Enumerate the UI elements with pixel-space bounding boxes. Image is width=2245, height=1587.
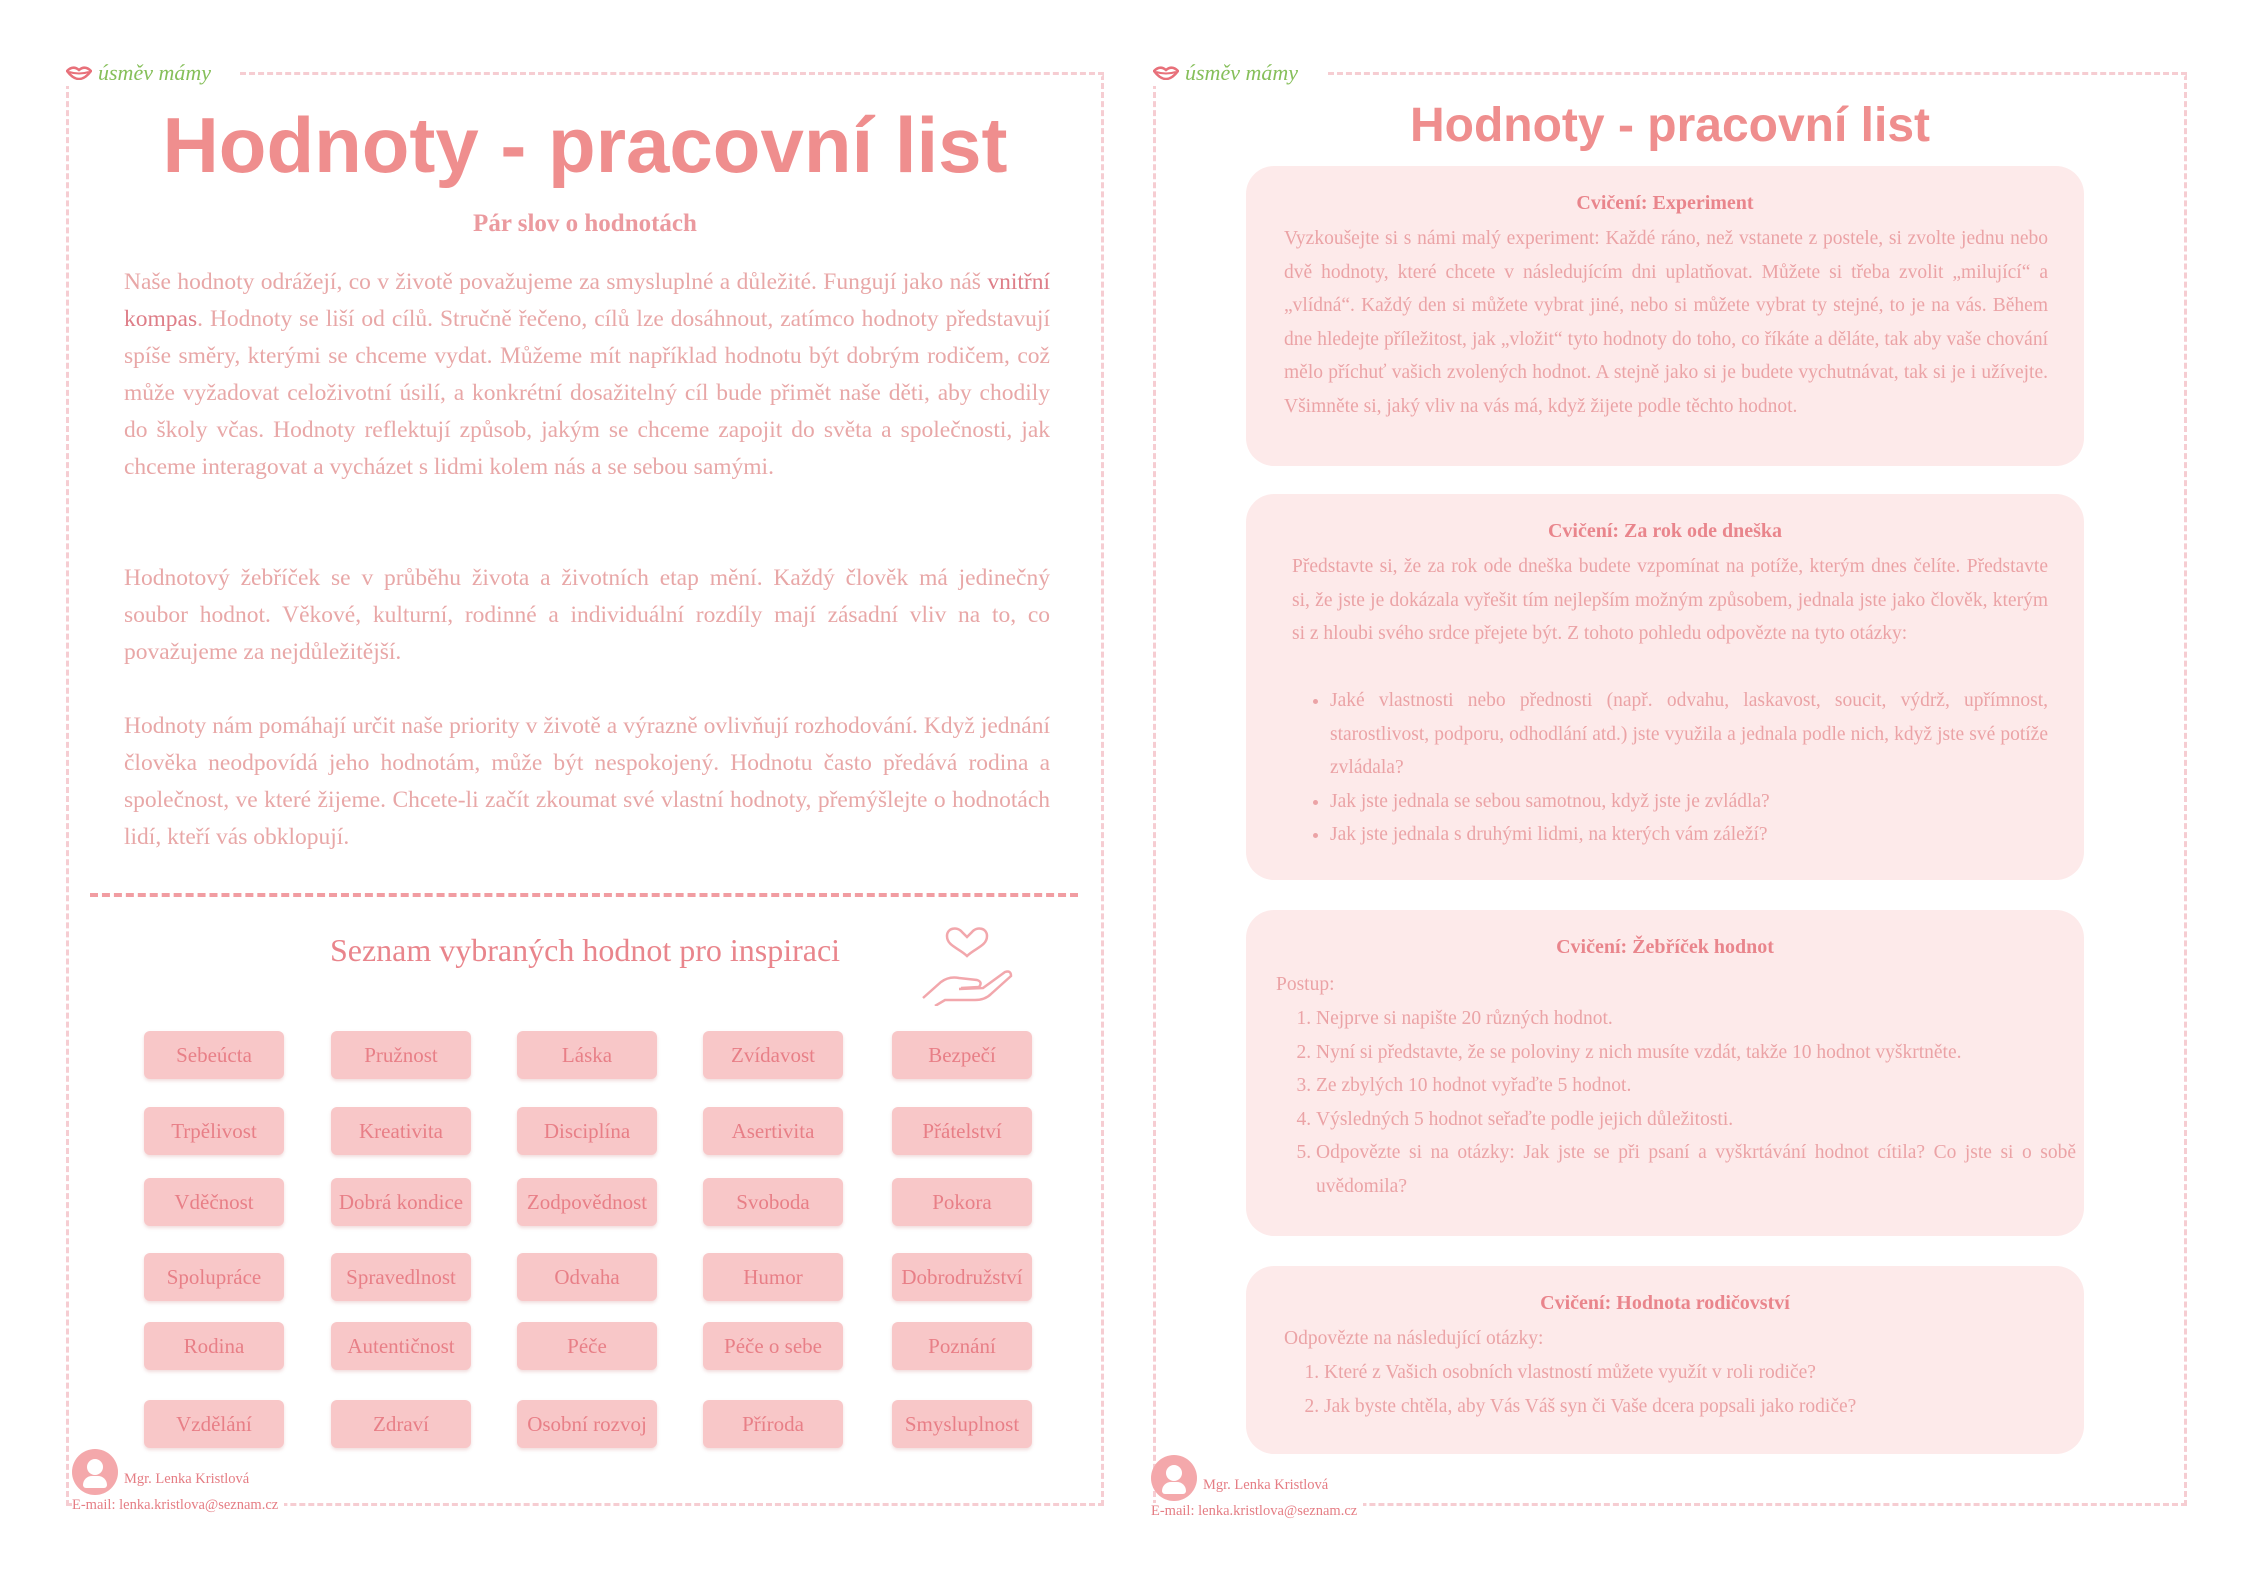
step-item: 5. Odpovězte si na otázky: Jak jste se při psaní a vyškrtávání hodnot cítila? Co jste si o sobě uvědomila? xyxy=(1316,1136,2076,1203)
step-item: 3. Ze zbylých 10 hodnot vyřaďte 5 hodnot. xyxy=(1316,1069,2076,1103)
value-chip: Zodpovědnost xyxy=(517,1178,657,1226)
value-chip: Disciplína xyxy=(517,1107,657,1155)
card-text: Představte si, že za rok ode dneška budete vzpomínat na potíže, kterým dnes čelíte. Představte si, že jste je dokázala vyřešit tím nejlepším možným způsobem, jednala jste jako člověk, kterým si z hloubi svého srdce přejete být. Z tohoto pohledu odpovězte na tyto otázky: xyxy=(1292,556,2048,644)
value-chip: Péče o sebe xyxy=(703,1322,843,1370)
value-chip: Péče xyxy=(517,1322,657,1370)
value-chip: Humor xyxy=(703,1253,843,1301)
value-chip: Dobrá kondice xyxy=(331,1178,471,1226)
value-chip: Přátelství xyxy=(892,1107,1032,1155)
card-heading: Cvičení: Za rok ode dneška xyxy=(1547,520,1783,542)
card-text: Vyzkoušejte si s námi malý experiment: Každé ráno, než vstanete z postele, si zvolte jednu nebo dvě hodnoty, které chcete v následujícím dni uplatňovat. Můžete si třeba zvolit „milující“ a „vlídná“. Každý den si můžete vybrat jiné, nebo si můžete vybrat ty stejné, to je na vás. Během dne hledejte příležitost, jak „vložit“ tyto hodnoty do toho, co říkáte a děláte, tak aby vaše chování mělo příchuť vašich zvolených hodnot. A stejně jako si je budete vychutnávat, tak si je i užívejte. Všimněte si, jaký vliv na vás má, když žijete podle těchto hodnot. xyxy=(1284,228,2048,417)
value-chip: Bezpečí xyxy=(892,1031,1032,1079)
value-chip: Sebeúcta xyxy=(144,1031,284,1079)
exercise-card-parenthood xyxy=(1246,1266,2084,1454)
paragraph-2: Hodnotový žebříček se v průběhu života a životních etap mění. Každý člověk má jedinečný soubor hodnot. Věkové, kulturní, rodinné a individuální rozdíly mají zásadní vliv na to, co považujeme za nejdůležitější. xyxy=(124,565,1050,665)
value-chip: Svoboda xyxy=(703,1178,843,1226)
value-chip: Asertivita xyxy=(703,1107,843,1155)
value-chip: Smysluplnost xyxy=(892,1400,1032,1448)
value-chip: Láska xyxy=(517,1031,657,1079)
question-item: • Jak jste jednala s druhými lidmi, na kterých vám záleží? xyxy=(1330,818,2048,852)
value-chip: Poznání xyxy=(892,1322,1032,1370)
card-heading: Cvičení: Experiment xyxy=(1576,192,1754,214)
highlight-inner-compass: vnitřní kompas xyxy=(124,269,1050,332)
brand-name: úsměv mámy xyxy=(98,60,212,85)
step-item: 2. Nyní si představte, že se poloviny z nich musíte vzdát, takže 10 hodnot vyškrtněte. xyxy=(1316,1036,2076,1070)
value-chip: Zvídavost xyxy=(703,1031,843,1079)
heart-hand-icon xyxy=(919,926,1015,1006)
questions-list xyxy=(1324,1356,2064,1423)
card-intro: Odpovězte na následující otázky: xyxy=(1284,1328,1544,1349)
paragraph-1: Naše hodnoty odrážejí, co v životě považujeme za smysluplné a důležité. Fungují jako náš vnitřní kompas. Hodnoty se liší od cílů. Stručně řečeno, cílů lze dosáhnout, zatímco hodnoty představují spíše směry, kterými se chceme vydat. Můžeme mít například hodnotu být dobrým rodičem, což může vyžadovat celoživotní úsilí, a konkrétní dosažitelný cíl bude přimět naše děti, aby chodily do školy včas. Hodnoty reflektují způsob, jakým se chceme zapojit do světa a společnosti, jak chceme interagovat a vycházet s lidmi kolem nás a se sebou samými. xyxy=(124,269,1050,480)
value-chip: Vzdělání xyxy=(144,1400,284,1448)
question-item: 2. Jak byste chtěla, aby Vás Váš syn či Vaše dcera popsali jako rodiče? xyxy=(1324,1390,2064,1424)
section-divider xyxy=(90,893,1078,897)
author-avatar xyxy=(72,1449,118,1495)
value-chip: Pružnost xyxy=(331,1031,471,1079)
value-chip: Rodina xyxy=(144,1322,284,1370)
brand-name: úsměv mámy xyxy=(1185,60,1299,85)
left-content xyxy=(66,0,1104,1587)
value-chip: Autentičnost xyxy=(331,1322,471,1370)
value-chip: Odvaha xyxy=(517,1253,657,1301)
value-chip: Osobní rozvoj xyxy=(517,1400,657,1448)
question-item: 1. Které z Vašich osobních vlastností můžete využít v roli rodiče? xyxy=(1324,1356,2064,1390)
paragraph-3: Hodnoty nám pomáhají určit naše priority v životě a výrazně ovlivňují rozhodování. Když jednání člověka neodpovídá jeho hodnotám, může být nespokojený. Hodnotu často předává rodina a společnost, ve které žijeme. Chcete-li začít zkoumat své vlastní hodnoty, přemýšlejte o hodnotách lidí, kteří vás obklopují. xyxy=(124,713,1050,850)
step-item: 4. Výsledných 5 hodnot seřaďte podle jejich důležitosti. xyxy=(1316,1103,2076,1137)
page-title: Hodnoty - pracovní list xyxy=(162,101,1008,189)
right-content xyxy=(1153,0,2187,1587)
card-intro: Postup: xyxy=(1276,974,1335,995)
author-name: Mgr. Lenka Kristlová xyxy=(124,1471,250,1487)
page-title: Hodnoty - pracovní list xyxy=(1409,99,1931,152)
card-heading: Cvičení: Žebříček hodnot xyxy=(1556,936,1774,958)
value-chip: Spravedlnost xyxy=(331,1253,471,1301)
author-name: Mgr. Lenka Kristlová xyxy=(1203,1477,1329,1493)
value-chip: Spolupráce xyxy=(144,1253,284,1301)
exercise-card-year-from-today xyxy=(1246,494,2084,880)
value-chip: Pokora xyxy=(892,1178,1032,1226)
value-chip: Zdraví xyxy=(331,1400,471,1448)
step-item: 1. Nejprve si napište 20 různých hodnot. xyxy=(1316,1002,2076,1036)
values-heading: Seznam vybraných hodnot pro inspiraci xyxy=(329,932,841,968)
section-subtitle: Pár slov o hodnotách xyxy=(473,210,697,237)
exercise-card-experiment xyxy=(1246,166,2084,466)
value-chip: Vděčnost xyxy=(144,1178,284,1226)
value-chip: Trpělivost xyxy=(144,1107,284,1155)
author-email: E-mail: lenka.kristlova@seznam.cz xyxy=(1151,1503,1363,1520)
value-chip: Kreativita xyxy=(331,1107,471,1155)
exercise-card-value-ladder xyxy=(1246,910,2084,1236)
value-chip: Příroda xyxy=(703,1400,843,1448)
question-item: • Jak jste jednala se sebou samotnou, když jste je zvládla? xyxy=(1330,785,2048,819)
card-heading: Cvičení: Hodnota rodičovství xyxy=(1540,1292,1790,1314)
question-list xyxy=(1330,684,2048,852)
value-chip: Dobrodružství xyxy=(892,1253,1032,1301)
steps-list xyxy=(1316,1002,2076,1203)
question-item: • Jaké vlastnosti nebo přednosti (např. odvahu, laskavost, soucit, výdrž, upřímnost, starostlivost, podporu, odhodlání atd.) jste využila a jednala podle nich, když jste své potíže zvládala? xyxy=(1330,684,2048,785)
author-avatar xyxy=(1151,1455,1197,1501)
author-email: E-mail: lenka.kristlova@seznam.cz xyxy=(72,1497,284,1514)
